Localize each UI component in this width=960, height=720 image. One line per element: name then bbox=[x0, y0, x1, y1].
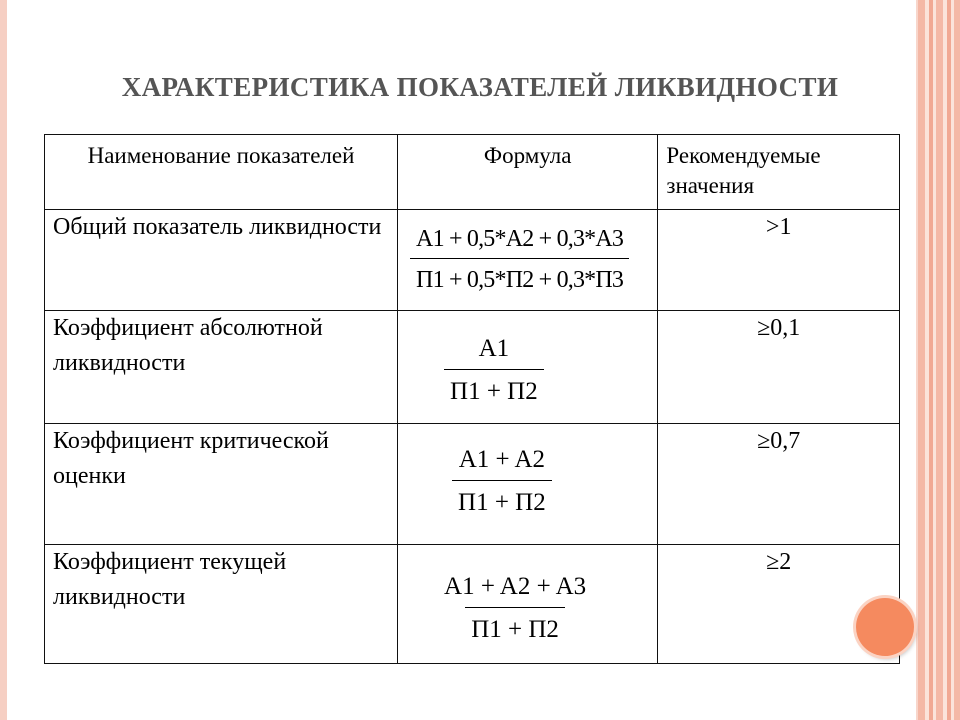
header-value: Рекомендуемые значения bbox=[658, 135, 900, 210]
formula-numerator: A1 bbox=[478, 335, 510, 362]
header-name: Наименование показателей bbox=[45, 135, 398, 210]
indicator-name: Коэффициент критической оценки bbox=[45, 424, 398, 545]
recommended-value: >1 bbox=[658, 210, 900, 311]
formula-numerator: A1 + 0,5*A2 + 0,3*A3 bbox=[416, 226, 624, 252]
formula-denominator: П1 + П2 bbox=[452, 480, 552, 517]
formula-fraction bbox=[444, 335, 544, 405]
table-row bbox=[45, 424, 900, 545]
formula-cell bbox=[398, 424, 658, 545]
formula-denominator: П1 + П2 bbox=[465, 607, 565, 644]
slide-title: ХАРАКТЕРИСТИКА ПОКАЗАТЕЛЕЙ ЛИКВИДНОСТИ bbox=[121, 72, 839, 102]
liquidity-table bbox=[44, 134, 900, 664]
header-formula: Формула bbox=[398, 135, 658, 210]
table-row bbox=[45, 545, 900, 664]
formula-numerator: A1 + A2 + A3 bbox=[444, 573, 587, 600]
decorative-orange-circle bbox=[856, 598, 914, 656]
formula-fraction bbox=[438, 573, 592, 643]
indicator-name: Коэффициент абсолютной ликвидности bbox=[45, 311, 398, 424]
left-frame-stripe bbox=[0, 0, 7, 720]
formula-denominator: П1 + П2 bbox=[444, 369, 544, 406]
indicator-name: Общий показатель ликвидности bbox=[45, 210, 398, 311]
table-header-row bbox=[45, 135, 900, 210]
recommended-value: ≥0,7 bbox=[658, 424, 900, 545]
formula-fraction bbox=[452, 446, 552, 516]
recommended-value: ≥2 bbox=[658, 545, 900, 664]
formula-cell bbox=[398, 210, 658, 311]
formula-cell bbox=[398, 545, 658, 664]
recommended-value: ≥0,1 bbox=[658, 311, 900, 424]
formula-denominator: П1 + 0,5*П2 + 0,3*П3 bbox=[410, 258, 629, 293]
table-row bbox=[45, 210, 900, 311]
indicator-name: Коэффициент текущей ликвидности bbox=[45, 545, 398, 664]
formula-fraction bbox=[410, 226, 629, 294]
formula-numerator: A1 + A2 bbox=[458, 446, 546, 473]
right-frame-stripes bbox=[918, 0, 960, 720]
formula-cell bbox=[398, 311, 658, 424]
table-row bbox=[45, 311, 900, 424]
